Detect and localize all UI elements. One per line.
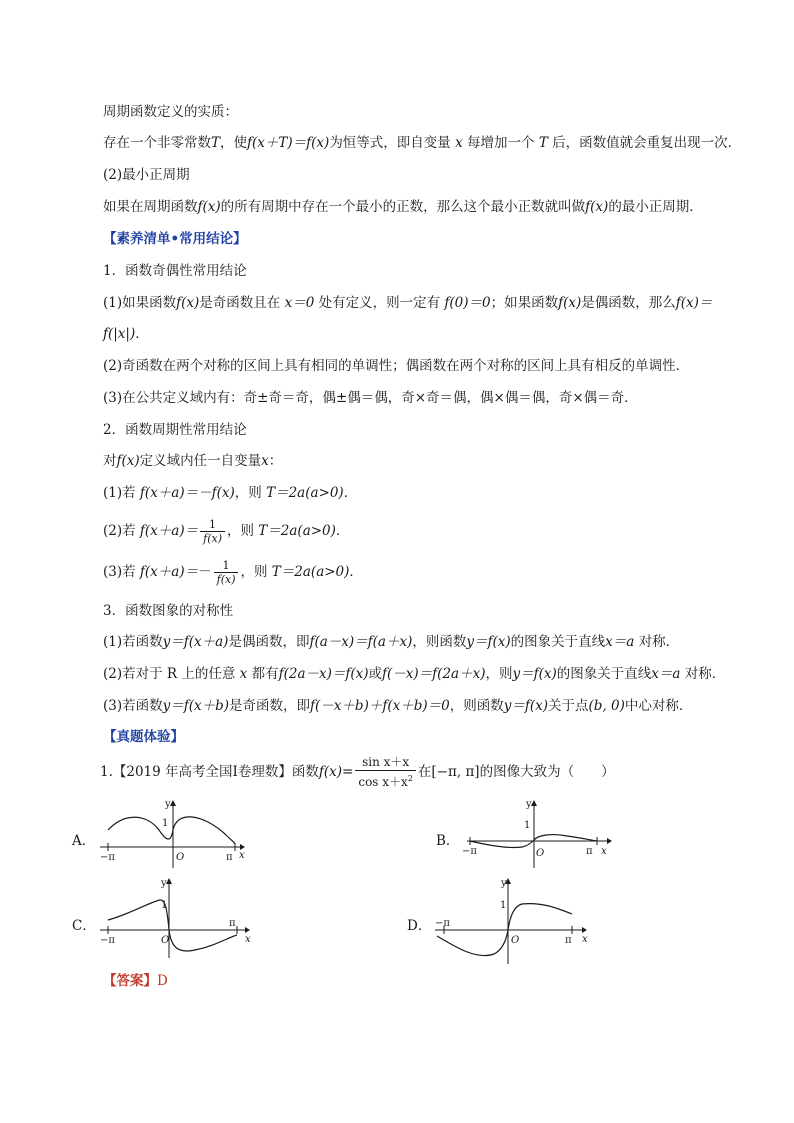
text-line: 3．函数图象的对称性 [103, 603, 234, 619]
text-line: (3)若函数y＝f(x＋b)是奇函数，即f(－x＋b)＋f(x＋b)＝0，则函数y＝f(x)关于点(b, 0)中心对称． [103, 698, 693, 714]
origin-label: O [176, 852, 185, 863]
axis-tick-neg-pi: −π [100, 935, 115, 946]
option-b-label[interactable]: B． [436, 833, 460, 849]
text-line: (2)奇函数在两个对称的区间上具有相同的单调性；偶函数在两个对称的区间上具有相反的单调性． [103, 358, 690, 374]
axis-tick-1: 1 [161, 900, 168, 911]
axis-tick-pi: π [565, 935, 572, 946]
text-line: 2．函数周期性常用结论 [103, 422, 247, 438]
section-header: 【素养清单•常用结论】 [103, 231, 247, 247]
fraction: $\frac{\text{sin x＋x}}{\cos x+x^2}$ [355, 755, 416, 790]
text-line: (2)若对于 R 上的任意 x 都有f(2a－x)＝f(x)或f(－x)＝f(2a＋x)，则y＝f(x)的图象关于直线x＝a 对称． [103, 666, 726, 682]
axis-y-label: y [165, 799, 171, 810]
origin-label: O [536, 848, 545, 859]
axis-y-label: y [501, 878, 507, 889]
option-c-label[interactable]: C． [72, 918, 96, 934]
text-line: f(|x|)． [103, 326, 149, 342]
axis-tick-1: 1 [162, 818, 169, 829]
axis-x-label: x [582, 934, 588, 945]
axis-tick-1: 1 [500, 900, 507, 911]
text-line: (1)若函数y＝f(x＋a)是偶函数，即f(a－x)＝f(a＋x)，则函数y＝f(x)的图象关于直线x＝a 对称． [103, 634, 680, 650]
answer-line [103, 972, 168, 990]
option-d-label[interactable]: D． [407, 918, 432, 934]
option-b-graph [462, 800, 622, 870]
axis-x-label: x [239, 850, 245, 861]
fraction: $\frac{1}{f(x)}$ [214, 559, 239, 586]
origin-label: O [511, 935, 520, 946]
axis-y-label: y [526, 799, 532, 810]
option-a-label[interactable]: A． [72, 833, 96, 849]
answer-value: D [157, 973, 168, 989]
axis-x-label: x [601, 846, 607, 857]
axis-tick-neg-pi: −π [100, 852, 115, 863]
text-line: (1)若 f(x＋a)＝－f(x)，则 T＝2a(a>0)． [103, 485, 358, 501]
axis-tick-pi: π [586, 846, 593, 857]
option-d-graph [432, 878, 597, 968]
text-line: 周期函数定义的实质： [103, 104, 238, 120]
question-line: 1.【2019 年高考全国Ⅰ卷理数】函数f(x)= $\frac{\text{sin x＋x}}{\cos x+x^2}$ 在[−π, π]的图像大致为（ ） [100, 755, 615, 789]
text-line: (2)若 f(x＋a)＝ $\frac{1}{f(x)}$ ，则 T＝2a(a>0)． [103, 518, 350, 545]
axis-tick-neg-pi: −π [435, 918, 450, 929]
axis-tick-neg-pi: −π [462, 846, 477, 857]
axis-tick-pi: π [229, 918, 236, 929]
axis-tick-pi: π [226, 852, 233, 863]
origin-label: O [161, 935, 170, 946]
text-line: 如果在周期函数f(x)的所有周期中存在一个最小的正数，那么这个最小正数就叫做f(x)的最小正周期． [103, 199, 703, 215]
text-line: 对f(x)定义域内任一自变量x： [103, 453, 283, 469]
text-line: 存在一个非零常数T，使f(x＋T)＝f(x)为恒等式，即自变量 x 每增加一个 T 后，函数值就会重复出现一次． [103, 135, 742, 151]
fraction: $\frac{1}{f(x)}$ [200, 518, 225, 545]
text-line: (3)若 f(x＋a)＝－ $\frac{1}{f(x)}$ ，则 T＝2a(a>0)． [103, 559, 363, 586]
section-header: 【真题体验】 [103, 729, 184, 745]
text-line: (3)在公共定义域内有：奇±奇＝奇，偶±偶＝偶，奇×奇＝偶，偶×偶＝偶，奇×偶＝奇． [103, 390, 638, 406]
axis-x-label: x [245, 934, 251, 945]
option-a-graph [95, 800, 255, 870]
option-c-graph [95, 878, 255, 960]
text-line: (2)最小正周期 [103, 167, 190, 183]
answer-label: 【答案】 [103, 973, 157, 989]
axis-y-label: y [161, 878, 167, 889]
text-line: 1．函数奇偶性常用结论 [103, 263, 247, 279]
text-line: (1)如果函数f(x)是奇函数且在 x＝0 处有定义，则一定有 f(0)＝0；如果函数f(x)是偶函数，那么f(x)＝ [103, 295, 713, 311]
axis-tick-1: 1 [524, 820, 531, 831]
